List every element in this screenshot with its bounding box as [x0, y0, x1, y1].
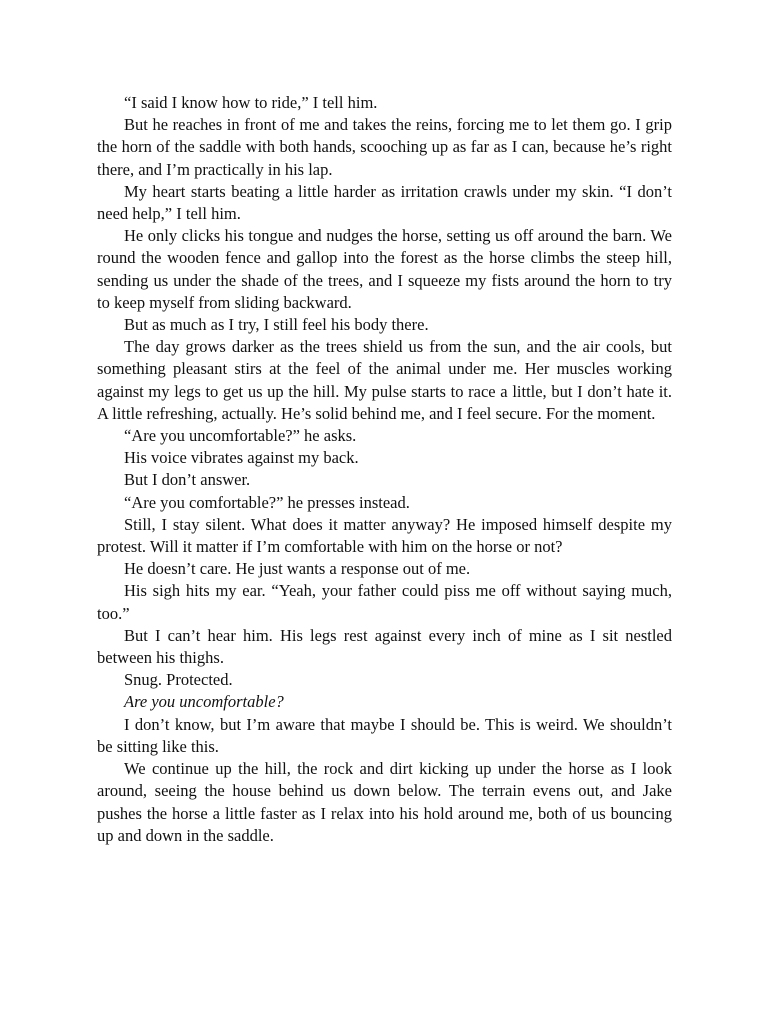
- paragraph-7: “Are you uncomfortable?” he asks.: [124, 426, 357, 446]
- paragraph-10: “Are you comfortable?” he presses instead.: [124, 492, 410, 512]
- paragraph-3: My heart starts beating a little harder as irritation crawls under my skin. “I don’t need help,” I tell him.: [97, 181, 672, 224]
- paragraph-13: His sigh hits my ear. “Yeah, your father could piss me off without saying much, too.”: [97, 581, 672, 623]
- paragraph-11: Still, I stay silent. What does it matter anyway? He imposed himself despite my protest. Will it matter if I’m comfortable with him on the horse or not?: [97, 514, 672, 557]
- paragraph-6: The day grows darker as the trees shield us from the sun, and the air cools, but something pleasant stirs at the feel of the animal under me. Her muscles working against my legs to get us up the hill. My pulse starts to race a little, but I don’t hate it. A little refreshing, actually. He’s solid behind me, and I feel secure. For the moment.: [97, 337, 672, 423]
- paragraph-12: He doesn’t care. He just wants a response out of me.: [124, 559, 471, 579]
- paragraph-15: Snug. Protected.: [124, 670, 233, 690]
- paragraph-8: His voice vibrates against my back.: [124, 448, 359, 468]
- paragraph-9: But I don’t answer.: [124, 470, 251, 490]
- paragraph-17: I don’t know, but I’m aware that maybe I should be. This is weird. We shouldn’t be sitting like this.: [97, 714, 672, 756]
- paragraph-1: “I said I know how to ride,” I tell him.: [124, 93, 378, 112]
- paragraph-16-italic: Are you uncomfortable?: [124, 692, 284, 712]
- paragraph-5: But as much as I try, I still feel his body there.: [124, 315, 429, 335]
- document-page: [97, 92, 672, 847]
- paragraph-18: We continue up the hill, the rock and dirt kicking up under the horse as I look around, seeing the house behind us down below. The terrain evens out, and Jake pushes the horse a little faster as I relax into his hold around me, both of us bouncing up and down in the saddle.: [97, 759, 672, 845]
- paragraph-14: But I can’t hear him. His legs rest against every inch of mine as I sit nestled between his thighs.: [97, 625, 672, 668]
- paragraph-4: He only clicks his tongue and nudges the horse, setting us off around the barn. We round the wooden fence and gallop into the forest as the horse climbs the steep hill, sending us under the shade of the trees, and I squeeze my fists around the horn to try to keep myself from sliding backward.: [97, 226, 672, 312]
- paragraph-2: But he reaches in front of me and takes the reins, forcing me to let them go. I grip the horn of the saddle with both hands, scooching up as far as I can, because he’s right there, and I’m practically in his lap.: [97, 115, 672, 179]
